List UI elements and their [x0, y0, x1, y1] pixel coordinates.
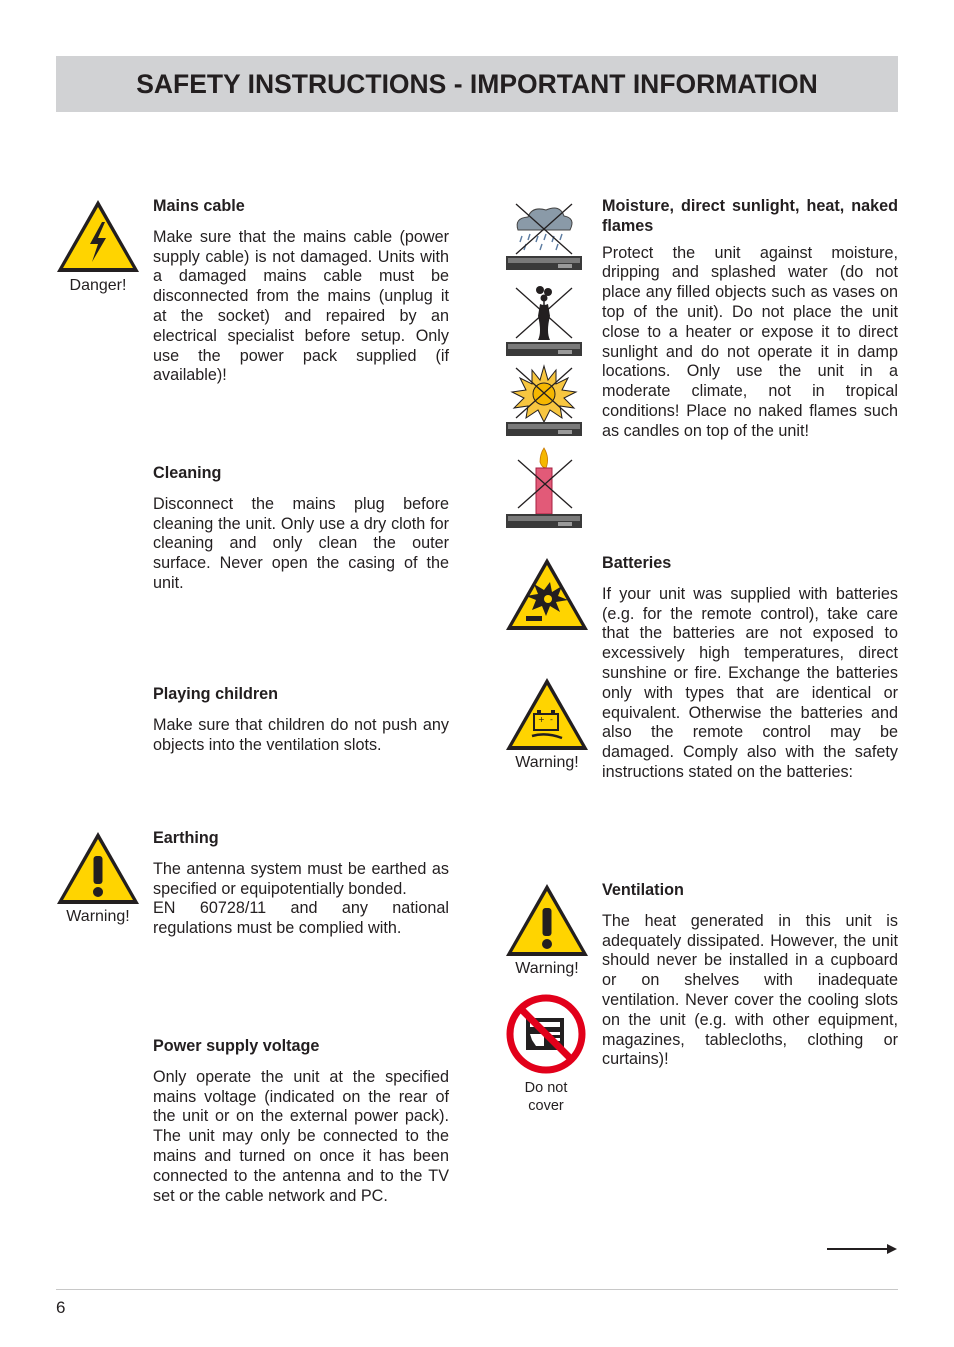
- candle-on-receiver-icon: [504, 446, 584, 530]
- warning-caption: Warning!: [515, 754, 579, 771]
- warning-caption: Warning!: [515, 960, 579, 977]
- section-text: Only operate the unit at the specified mains voltage (indicated on the rear of the unit or on the external power pack). The unit may only be connected to the mains and turned on once it has been connected to the antenna and to the TV set or the cable network and PC.: [153, 1067, 449, 1205]
- section-title: Mains cable: [153, 197, 245, 215]
- section-title: Moisture, direct sunlight, heat, naked flames: [602, 197, 898, 235]
- continue-arrow-icon: [827, 1243, 899, 1255]
- section-text: Disconnect the mains plug before cleaning the unit. Only use a dry cloth for cleaning and only clean the outer surface. Never open the casing of the unit.: [153, 494, 449, 592]
- section-title: Cleaning: [153, 464, 222, 482]
- svg-text:-: -: [550, 715, 553, 724]
- section-title: Playing children: [153, 685, 279, 703]
- do-not-cover-caption: [496, 1079, 596, 1115]
- footer-divider: [56, 1289, 898, 1290]
- do-not-cover-icon: [506, 994, 586, 1074]
- vase-on-receiver-icon: [504, 282, 584, 358]
- page-title: SAFETY INSTRUCTIONS - IMPORTANT INFORMATION: [136, 68, 818, 99]
- warning-icon: [55, 830, 141, 906]
- section-cleaning: [153, 464, 449, 594]
- rain-on-receiver-icon: [504, 200, 584, 274]
- section-ventilation: [602, 881, 898, 1070]
- section-text: If your unit was supplied with batteries (e.g. for the remote control), take care that the batteries are not exposed to excessively high temperatures, direct sunshine or fire. Exchange the batteries only with types that are identical or equivalent. Otherwise the batteries and also the remote control may be damaged. Comply also with the safety instructions stated on the batteries:: [602, 584, 898, 781]
- svg-text:+: +: [538, 715, 545, 724]
- electrical-danger-icon: [55, 198, 141, 274]
- section-title: Ventilation: [602, 881, 684, 899]
- section-text: Make sure that the mains cable (power supply cable) is not damaged. Units with a damaged mains cable must be disconnected from the mains (unplug it at the socket) and repaired by an electrical specialist before setup. Only use the power pack supplied (if available)!: [153, 227, 449, 385]
- page-number: 6: [56, 1298, 66, 1317]
- section-batteries: [602, 554, 898, 783]
- caption-line: cover: [528, 1098, 564, 1114]
- section-text: The heat generated in this unit is adequately dissipated. However, the unit should never be installed in a cupboard or on shelves with inadequate ventilation. Never cover the cooling slots on the unit (e.g. with other equipment, magazines, tablecloths, clothing or curtains)!: [602, 911, 898, 1069]
- section-title: Earthing: [153, 829, 219, 847]
- caption-line: Do not: [524, 1080, 568, 1096]
- section-playing-children: [153, 685, 449, 755]
- warning-caption: Warning!: [66, 908, 130, 925]
- page-header: [56, 56, 898, 112]
- section-mains-cable: [153, 197, 449, 386]
- section-title: Batteries: [602, 554, 672, 572]
- section-text: EN 60728/11 and any national regulations must be complied with.: [153, 899, 449, 938]
- section-moisture: [602, 197, 898, 442]
- section-text: The antenna system must be earthed as specified or equipotentially bonded.: [153, 859, 449, 898]
- battery-warning-icon: [504, 676, 590, 752]
- danger-caption: Danger!: [69, 277, 127, 294]
- explosion-icon: [504, 556, 590, 632]
- section-earthing: [153, 829, 449, 939]
- section-text: Protect the unit against moisture, dripping and splashed water (do not place any filled objects such as vases on top of the unit). Do not place the unit close to a heater or expose it to direct sunlight and do not operate it in damp locations. Only use the unit in a moderate climate, not in tropical conditions! Place no naked flames such as candles on top of the unit!: [602, 243, 898, 440]
- sun-on-receiver-icon: [504, 364, 584, 438]
- section-title: Power supply voltage: [153, 1037, 320, 1055]
- section-text: Make sure that children do not push any objects into the ventilation slots.: [153, 715, 449, 754]
- section-power-supply-voltage: [153, 1037, 449, 1206]
- warning-icon: [504, 882, 590, 958]
